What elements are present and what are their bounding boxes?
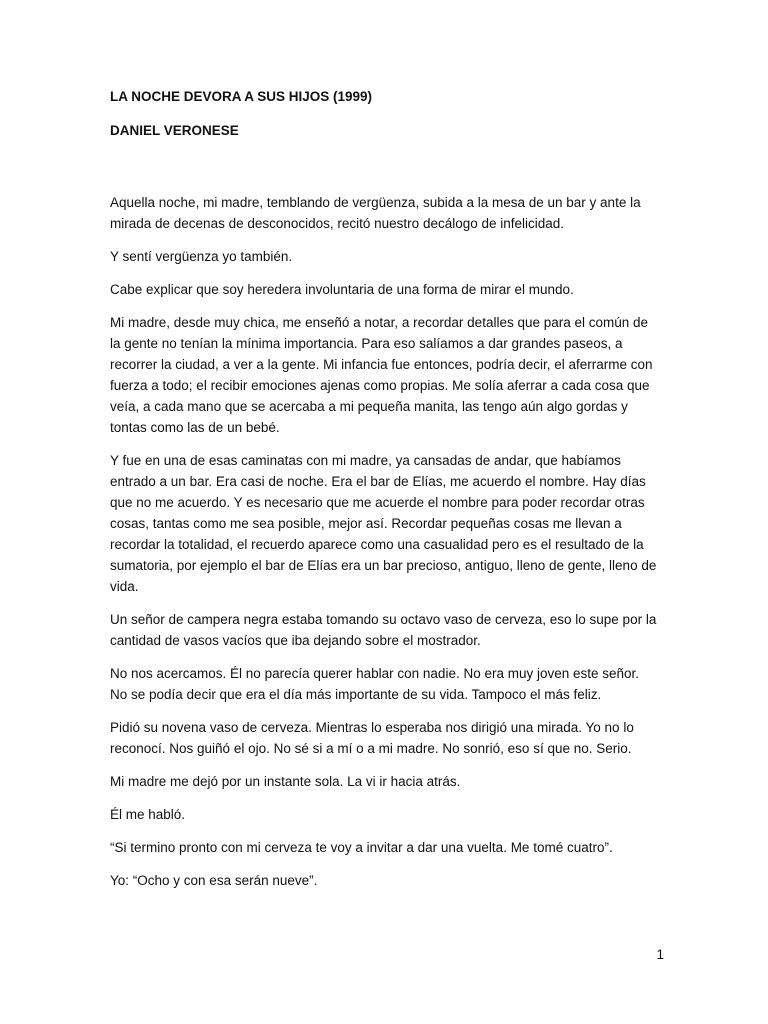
paragraph: Y sentí vergüenza yo también. (110, 249, 293, 264)
paragraph: Aquella noche, mi madre, temblando de vergüenza, subida a la mesa de un bar y ante la mirada de decenas de desconocidos, recitó nuestro decálogo de infelicidad. (110, 195, 641, 231)
paragraph: Un señor de campera negra estaba tomando su octavo vaso de cerveza, eso lo supe por la cantidad de vasos vacíos que iba dejando sobre el mostrador. (110, 612, 657, 648)
document-body (110, 88, 660, 903)
paragraph: “Si termino pronto con mi cerveza te voy a invitar a dar una vuelta. Me tomé cuatro”. (110, 840, 613, 855)
paragraph: Yo: “Ocho y con esa serán nueve”. (110, 873, 318, 888)
paragraph: Él me habló. (110, 807, 186, 822)
paragraph: Cabe explicar que soy heredera involuntaria de una forma de mirar el mundo. (110, 282, 574, 297)
document-title: LA NOCHE DEVORA A SUS HIJOS (1999) (110, 89, 373, 104)
paragraph: Mi madre me dejó por un instante sola. La vi ir hacia atrás. (110, 774, 461, 789)
page-number: 1 (656, 947, 664, 962)
document-author: DANIEL VERONESE (110, 123, 239, 138)
paragraph: Y fue en una de esas caminatas con mi madre, ya cansadas de andar, que habíamos entrado a un bar. Era casi de noche. Era el bar de Elías, me acuerdo el nombre. Hay días que no me acuerdo. Y es necesario que me acuerde el nombre para poder recordar otras cosas, tantas como me sea posible, mejor así. Recordar pequeñas cosas me llevan a recordar la totalidad, el recuerdo aparece como una casualidad pero es el resultado de la sumatoria, por ejemplo el bar de Elías era un bar precioso, antiguo, lleno de gente, lleno de vida. (110, 453, 657, 594)
paragraph: Pidió su novena vaso de cerveza. Mientras lo esperaba nos dirigió una mirada. Yo no lo reconocí. Nos guiñó el ojo. No sé si a mí o a mi madre. No sonrió, eso sí que no. Serio. (110, 720, 634, 756)
paragraph: Mi madre, desde muy chica, me enseñó a notar, a recordar detalles que para el común de la gente no tenían la mínima importancia. Para eso salíamos a dar grandes paseos, a recorrer la ciudad, a ver a la gente. Mi infancia fue entonces, podría decir, el aferrarme con fuerza a todo; el recibir emociones ajenas como propias. Me solía aferrar a cada cosa que veía, a cada mano que se acercaba a mi pequeña manita, las tengo aún algo gordas y tontas como las de un bebé. (110, 315, 653, 435)
paragraph: No nos acercamos. Él no parecía querer hablar con nadie. No era muy joven este señor. No se podía decir que era el día más importante de su vida. Tampoco el más feliz. (110, 666, 640, 702)
